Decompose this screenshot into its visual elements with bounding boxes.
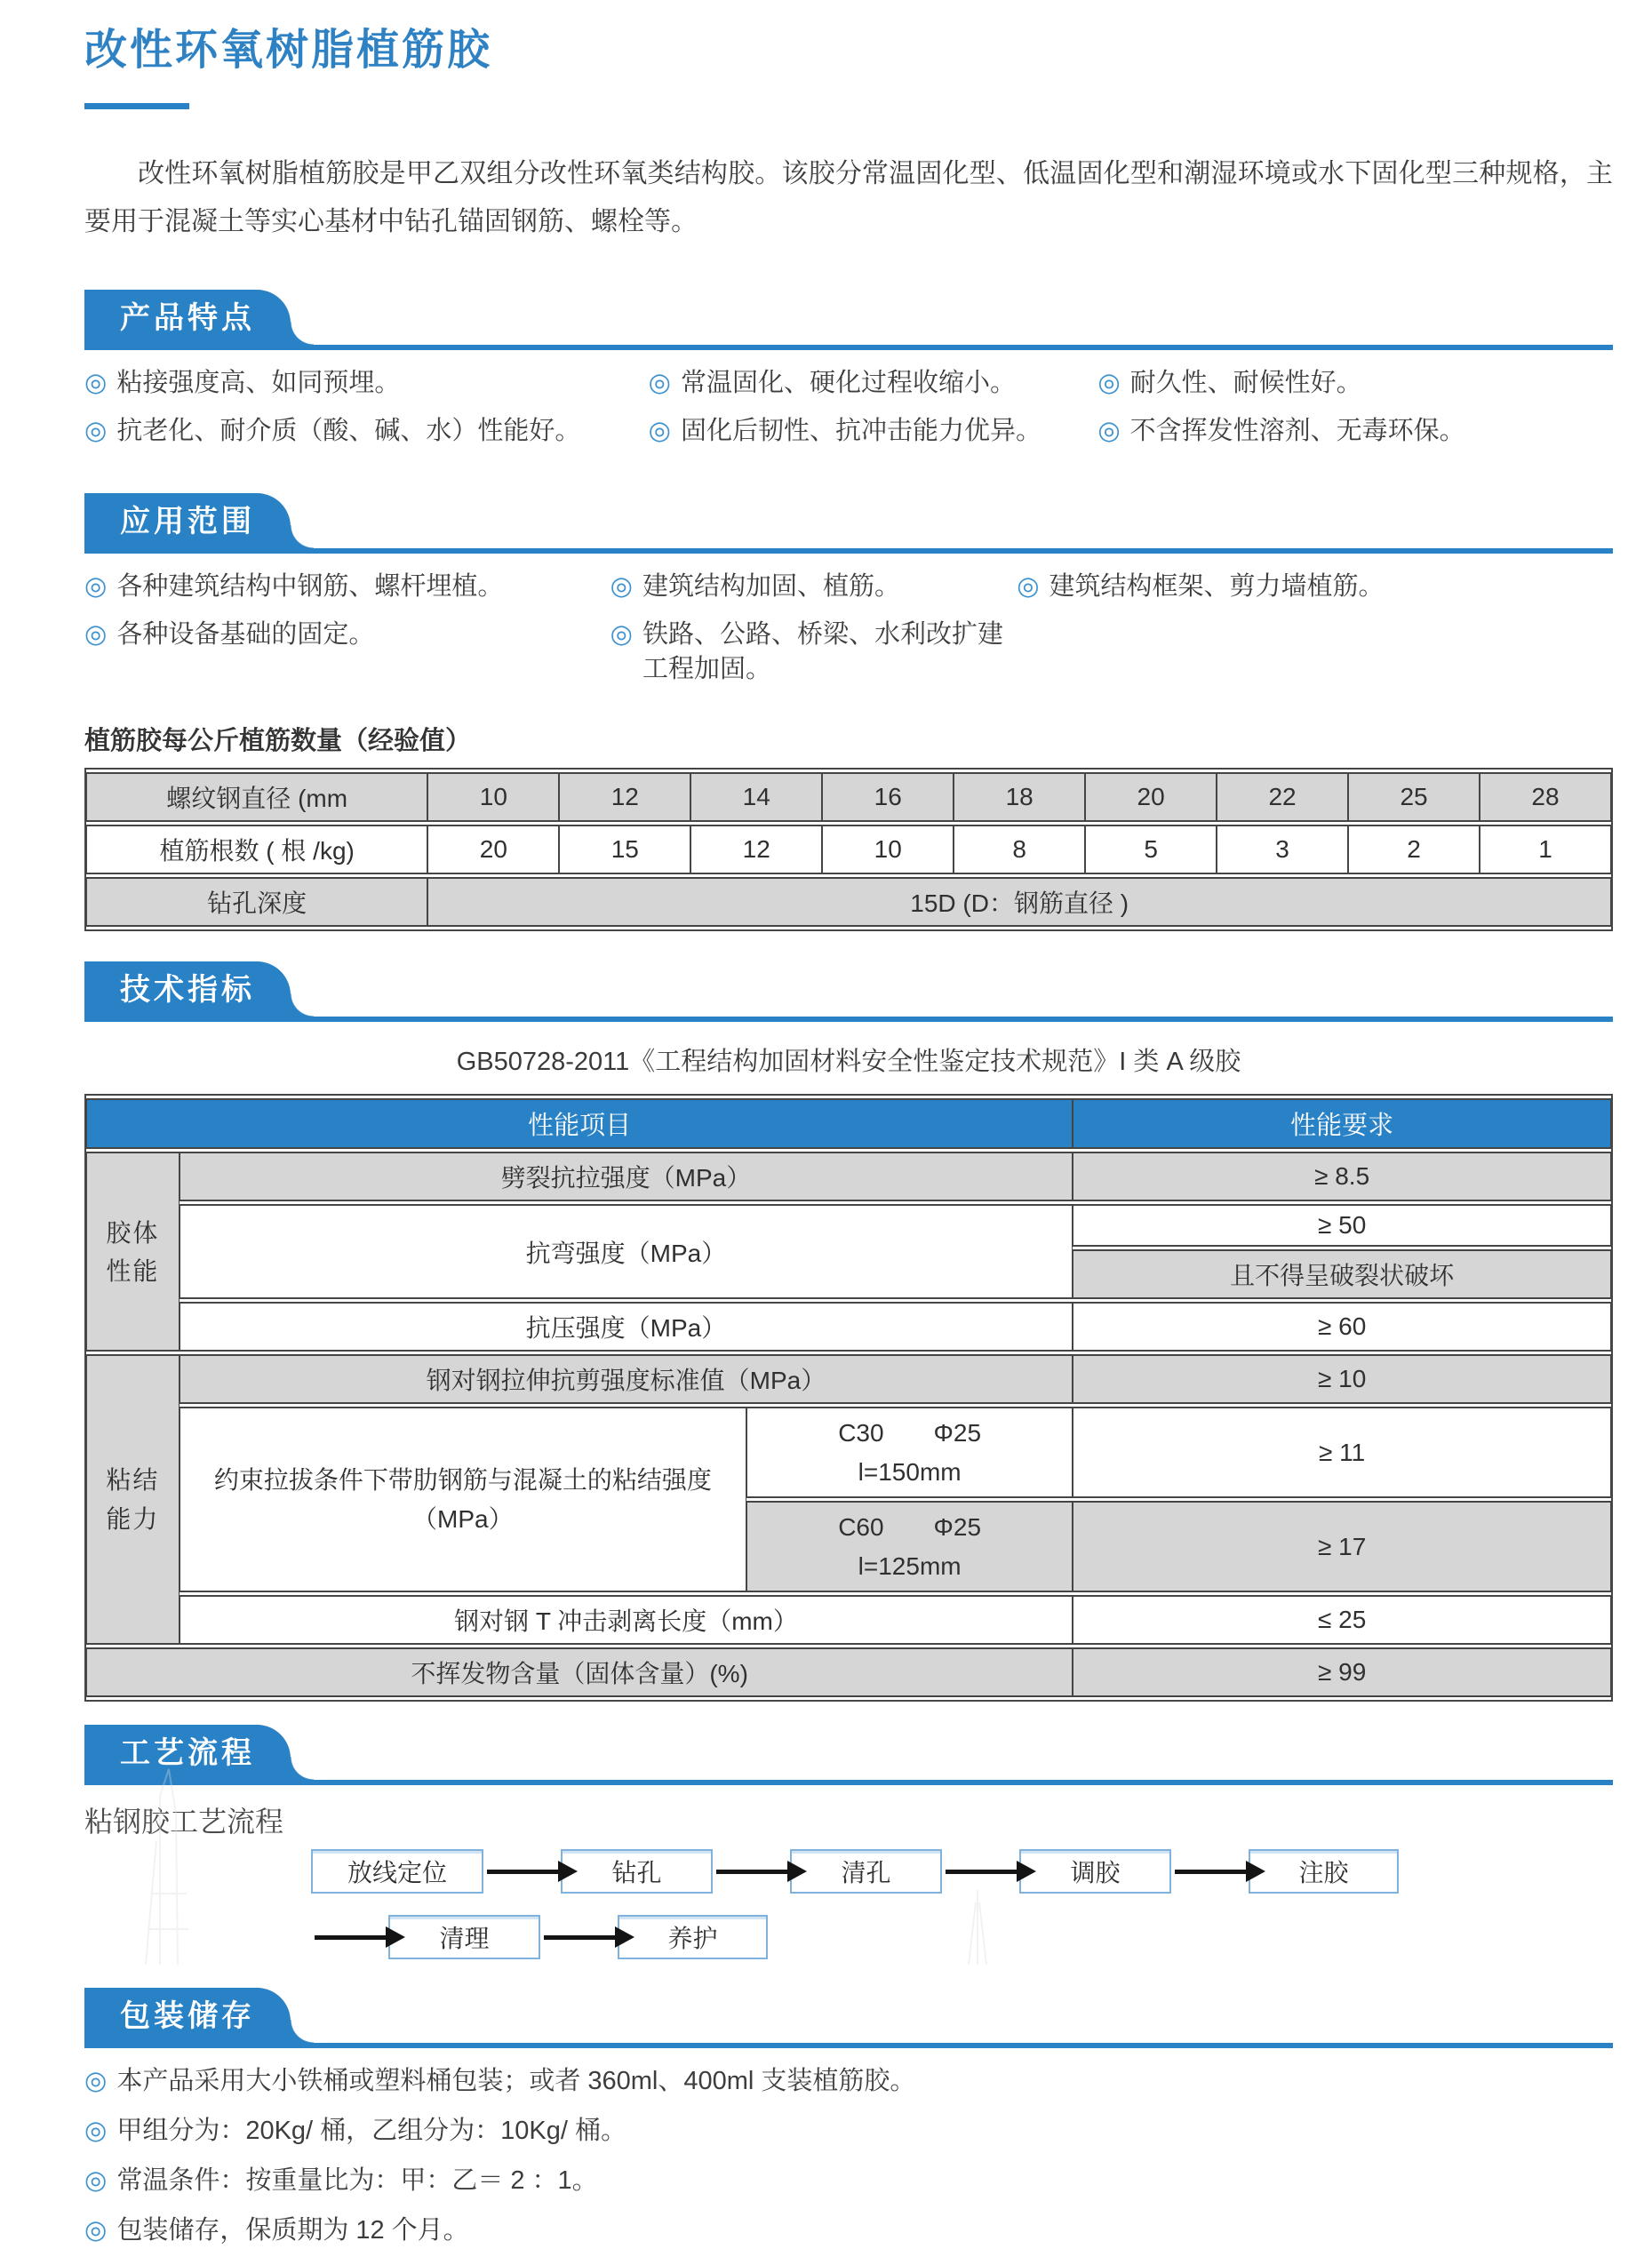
flow-subtitle: 粘钢胶工艺流程	[84, 1806, 284, 1838]
rebar-table	[84, 768, 1613, 931]
row-label: 钻孔深度	[86, 877, 427, 927]
cell: 16	[822, 772, 954, 822]
feature-text: 抗老化、耐介质（酸、碱、水）性能好。	[116, 416, 581, 445]
requirement-value: ≥ 17	[1073, 1501, 1611, 1592]
cell: 10	[822, 825, 954, 874]
packaging-text: 包装储存，保质期为 12 个月。	[116, 2216, 469, 2245]
flow-step-label: 钻孔	[611, 1859, 662, 1887]
packaging-heading-badge: 包装储存	[84, 1988, 291, 2043]
merged-cell: 15D (D：钢筋直径 )	[427, 877, 1611, 927]
table-row	[86, 1354, 1611, 1404]
bullet-circle-icon: ◎	[610, 620, 633, 650]
standard-note: GB50728-2011《工程结构加固材料安全性鉴定技术规范》I 类 A 级胶	[456, 1048, 1241, 1077]
feature-text: 固化后韧性、抗冲击能力优异。	[680, 416, 1041, 445]
bullet-circle-icon: ◎	[1097, 416, 1121, 445]
tech-table	[84, 1094, 1613, 1702]
packaging-text: 本产品采用大小铁桶或塑料桶包装；或者 360ml、400ml 支装植筋胶。	[116, 2067, 916, 2096]
flow-step	[618, 1915, 768, 1959]
bullet-circle-icon: ◎	[648, 368, 671, 397]
table-row	[86, 1302, 1611, 1352]
section-header-tech	[84, 961, 1613, 1022]
bullet-circle-icon: ◎	[84, 2067, 108, 2096]
bullet-circle-icon: ◎	[84, 620, 108, 650]
test-condition	[746, 1407, 1073, 1498]
list-item	[84, 414, 649, 449]
list-item	[84, 2114, 1613, 2149]
application-text: 铁路、公路、桥梁、水利改扩建工程加固。	[642, 620, 1003, 684]
flow-step	[790, 1849, 942, 1894]
cell: 3	[1217, 825, 1348, 874]
cell: 28	[1480, 772, 1611, 822]
requirement-value: ≥ 50	[1073, 1204, 1611, 1247]
arrow-right-icon	[946, 1870, 1017, 1874]
list-item	[1097, 414, 1613, 449]
list-item	[84, 618, 611, 687]
list-item	[84, 2064, 1613, 2099]
table-row	[86, 1204, 1611, 1247]
cell: 1	[1480, 825, 1611, 874]
process-flow-row-1	[311, 1849, 1613, 1894]
property-name	[180, 1407, 746, 1592]
property-name-line: 约束拉拔条件下带肋钢筋与混凝土的粘结强度	[213, 1466, 712, 1495]
flow-step-label: 清理	[439, 1925, 490, 1953]
application-text: 各种设备基础的固定。	[116, 620, 375, 650]
flow-step	[1249, 1849, 1399, 1894]
bullet-circle-icon: ◎	[1097, 368, 1121, 397]
bullet-circle-icon: ◎	[84, 2166, 108, 2196]
page-title: 改性环氧树脂植筋胶	[84, 27, 493, 74]
bullet-circle-icon: ◎	[84, 416, 108, 445]
group-label-line: 性能	[106, 1256, 160, 1285]
requirement-value: ≥ 8.5	[1073, 1152, 1611, 1201]
property-name: 钢对钢拉伸抗剪强度标准值（MPa）	[180, 1354, 1073, 1404]
table-header-row	[86, 1098, 1611, 1149]
cell: 8	[954, 825, 1085, 874]
list-item	[84, 570, 611, 604]
rebar-table-caption: 植筋胶每公斤植筋数量（经验值）	[84, 727, 472, 756]
cell: 12	[559, 772, 690, 822]
features-bullet-list	[84, 366, 1613, 449]
feature-text: 粘接强度高、如同预埋。	[116, 368, 401, 397]
list-item	[1097, 366, 1613, 401]
feature-text: 不含挥发性溶剂、无毒环保。	[1129, 416, 1465, 445]
application-text: 各种建筑结构中钢筋、螺杆埋植。	[116, 572, 504, 602]
arrow-right-icon	[487, 1870, 558, 1874]
flow-step-label: 放线定位	[347, 1859, 447, 1887]
column-header: 性能项目	[86, 1098, 1073, 1149]
bullet-circle-icon: ◎	[1017, 572, 1040, 602]
feature-text: 耐久性、耐候性好。	[1129, 368, 1362, 397]
requirement-value: ≥ 60	[1073, 1302, 1611, 1352]
cell: 22	[1217, 772, 1348, 822]
applications-heading-badge: 应用范围	[84, 493, 291, 548]
section-header-features	[84, 290, 1613, 350]
cell: 20	[1085, 772, 1217, 822]
flow-step-label: 养护	[667, 1925, 718, 1953]
flow-step-label: 清孔	[841, 1859, 891, 1887]
column-header: 性能要求	[1073, 1098, 1611, 1149]
bullet-circle-icon: ◎	[648, 416, 671, 445]
cell: 12	[690, 825, 822, 874]
list-item	[611, 570, 1018, 604]
group-label-line: 能力	[106, 1504, 160, 1533]
bullet-circle-icon: ◎	[84, 572, 108, 602]
test-condition	[746, 1501, 1073, 1592]
features-heading-badge: 产品特点	[84, 290, 291, 345]
bullet-circle-icon: ◎	[610, 572, 633, 602]
section-header-process	[84, 1725, 1613, 1785]
list-item	[84, 2213, 1613, 2248]
row-group-label	[86, 1152, 180, 1352]
cell: 18	[954, 772, 1085, 822]
applications-bullet-list	[84, 570, 1613, 687]
application-text: 建筑结构加固、植筋。	[642, 572, 900, 602]
packaging-text: 常温条件：按重量比为：甲：乙＝ 2 ：1。	[116, 2166, 598, 2196]
section-header-applications	[84, 493, 1613, 554]
table-row	[86, 1407, 1611, 1498]
property-name: 抗压强度（MPa）	[180, 1302, 1073, 1352]
property-name-line: （MPa）	[412, 1504, 514, 1533]
list-item	[84, 366, 649, 401]
flow-step-label: 注胶	[1298, 1859, 1349, 1887]
title-underline-dash	[84, 103, 189, 109]
row-group-label	[86, 1354, 180, 1645]
flow-step	[388, 1915, 540, 1959]
cell: 20	[427, 825, 559, 874]
tech-heading-badge: 技术指标	[84, 961, 291, 1017]
condition-line: C30 Φ25	[838, 1419, 982, 1447]
list-item	[84, 2164, 1613, 2198]
condition-line: C60 Φ25	[838, 1513, 982, 1542]
bullet-circle-icon: ◎	[84, 368, 108, 397]
packaging-bullet-list	[84, 2064, 1613, 2249]
property-name: 劈裂抗拉强度（MPa）	[180, 1152, 1073, 1201]
cell: 2	[1348, 825, 1480, 874]
table-row	[86, 1152, 1611, 1201]
list-item	[1017, 570, 1613, 604]
requirement-value: ≥ 10	[1073, 1354, 1611, 1404]
list-item	[649, 414, 1098, 449]
process-heading-badge: 工艺流程	[84, 1725, 291, 1780]
arrow-right-icon	[1175, 1870, 1246, 1874]
flow-step	[1019, 1849, 1171, 1894]
intro-paragraph: 改性环氧树脂植筋胶是甲乙双组分改性环氧类结构胶。该胶分常温固化型、低温固化型和潮湿环境或水下固化型三种规格，主要用于混凝土等实心基材中钻孔锚固钢筋、螺栓等。	[84, 158, 1613, 237]
process-flow-row-2	[311, 1915, 1613, 1959]
cell: 25	[1348, 772, 1480, 822]
bullet-circle-icon: ◎	[84, 2216, 108, 2245]
row-label: 螺纹钢直径 (mm	[86, 772, 427, 822]
condition-line: l=150mm	[858, 1457, 962, 1486]
arrow-right-icon	[315, 1935, 386, 1940]
row-label: 植筋根数 ( 根 /kg)	[86, 825, 427, 874]
list-item	[611, 618, 1018, 687]
arrow-right-icon	[544, 1935, 615, 1940]
table-row	[86, 877, 1611, 927]
requirement-value: ≤ 25	[1073, 1595, 1611, 1645]
arrow-right-icon	[716, 1870, 787, 1874]
cell: 14	[690, 772, 822, 822]
flow-step	[561, 1849, 713, 1894]
property-name: 不挥发物含量（固体含量）(%)	[86, 1647, 1073, 1697]
flow-step	[311, 1849, 483, 1894]
cell: 10	[427, 772, 559, 822]
condition-line: l=125mm	[858, 1551, 962, 1580]
flow-step-label: 调胶	[1070, 1859, 1121, 1887]
cell: 15	[559, 825, 690, 874]
property-name: 钢对钢 T 冲击剥离长度（mm）	[180, 1595, 1073, 1645]
bullet-circle-icon: ◎	[84, 2117, 108, 2146]
list-item	[649, 366, 1098, 401]
requirement-value: 且不得呈破裂状破坏	[1073, 1249, 1611, 1299]
requirement-value: ≥ 99	[1073, 1647, 1611, 1697]
packaging-text: 甲组分为：20Kg/ 桶，乙组分为：10Kg/ 桶。	[116, 2117, 626, 2146]
application-text: 建筑结构框架、剪力墙植筋。	[1049, 572, 1385, 602]
table-row	[86, 1595, 1611, 1645]
cell: 5	[1085, 825, 1217, 874]
property-name: 抗弯强度（MPa）	[180, 1204, 1073, 1299]
feature-text: 常温固化、硬化过程收缩小。	[680, 368, 1016, 397]
requirement-value: ≥ 11	[1073, 1407, 1611, 1498]
table-row	[86, 1647, 1611, 1697]
group-label-line: 粘结	[106, 1466, 160, 1495]
section-header-packaging	[84, 1988, 1613, 2048]
group-label-line: 胶体	[106, 1218, 160, 1247]
table-row	[86, 772, 1611, 822]
table-row	[86, 825, 1611, 874]
